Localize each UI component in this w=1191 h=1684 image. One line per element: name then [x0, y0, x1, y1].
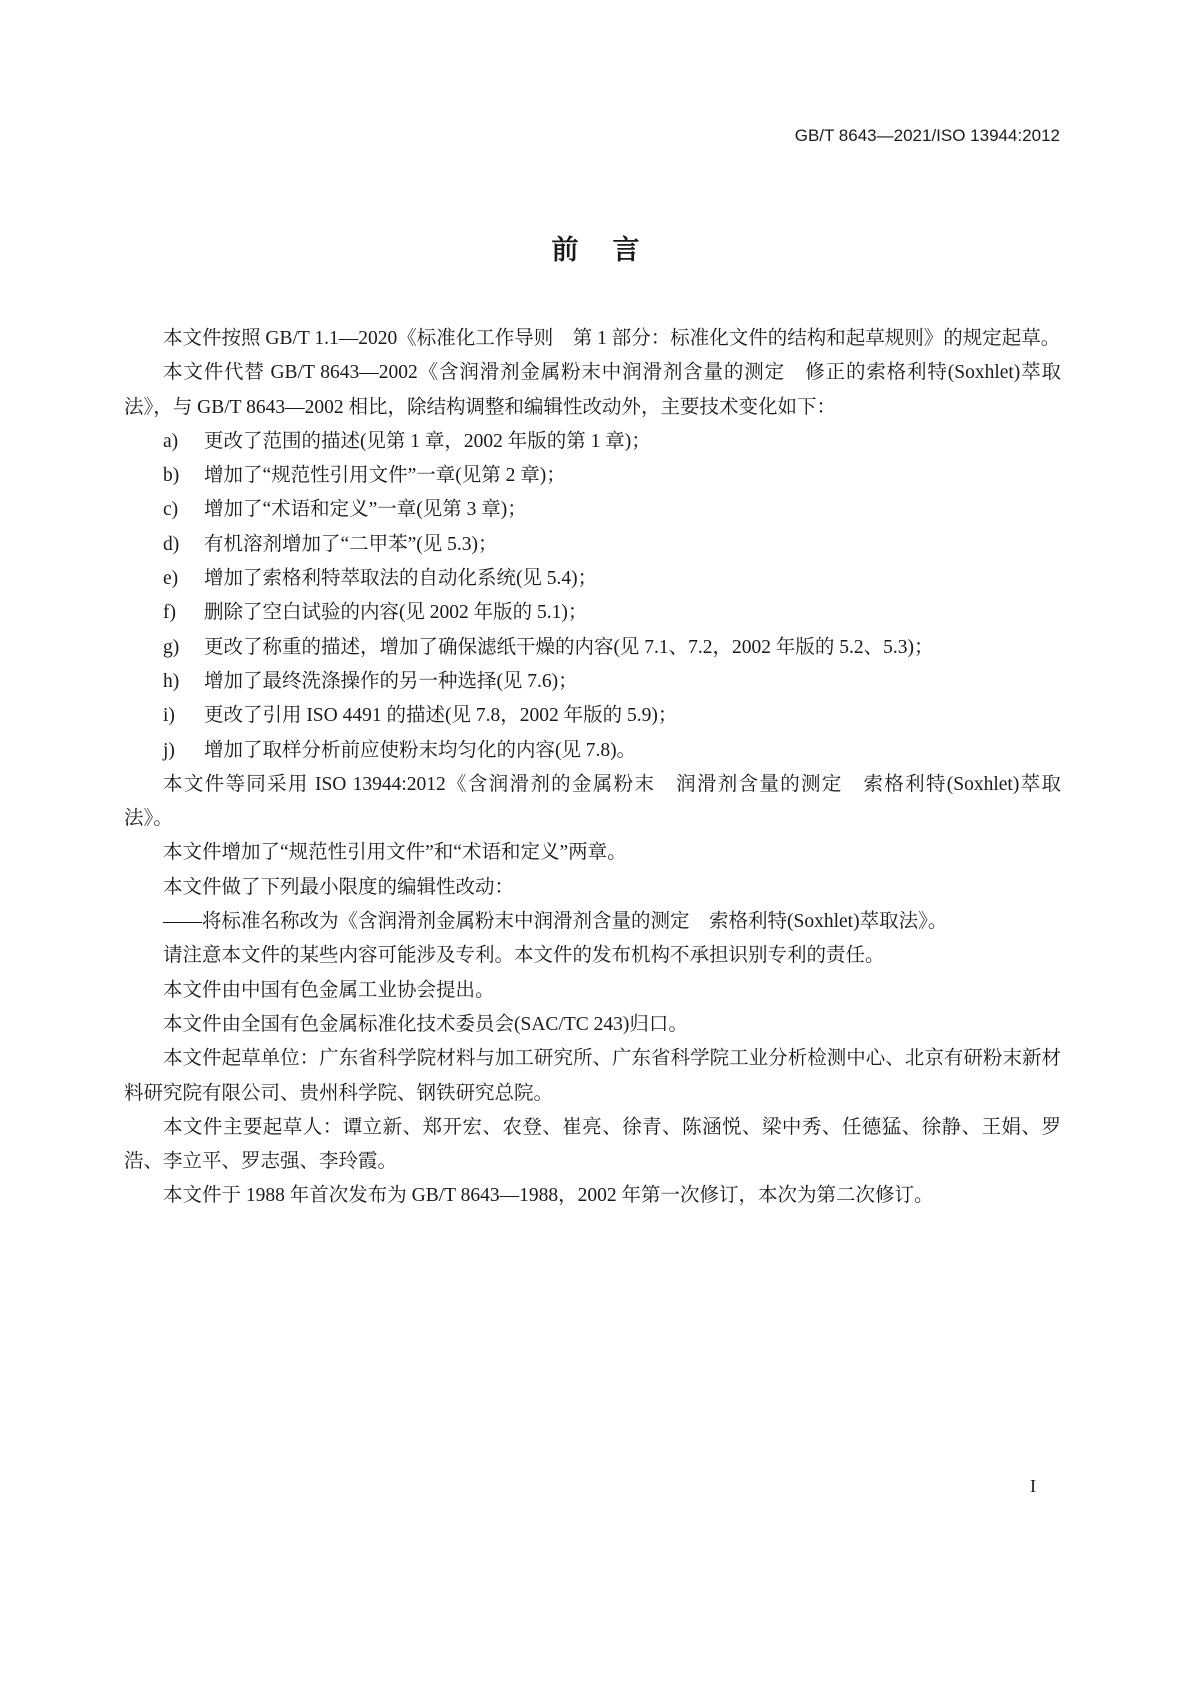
paragraph: 请注意本文件的某些内容可能涉及专利。本文件的发布机构不承担识别专利的责任。: [163, 945, 885, 967]
list-item: [124, 459, 1061, 493]
list-label: d): [163, 533, 180, 555]
list-item: [124, 528, 1061, 562]
list-item: [124, 562, 1061, 596]
list-label: a): [163, 430, 179, 452]
list-label: c): [163, 499, 179, 521]
page-number: I: [1030, 1476, 1036, 1496]
list-text: 更改了引用 ISO 4491 的描述(见 7.8，2002 年版的 5.9)；: [203, 705, 678, 727]
list-item: [124, 665, 1061, 699]
list-label: i): [163, 705, 175, 727]
list-label: f): [163, 602, 176, 624]
paragraph: 本文件增加了“规范性引用文件”和“术语和定义”两章。: [163, 842, 627, 864]
list-label: e): [163, 568, 179, 590]
paragraph: ——将标准名称改为《含润滑剂金属粉末中润滑剂含量的测定 索格利特(Soxhlet)萃取法》。: [163, 911, 948, 933]
standard-code-header: GB/T 8643—2021/ISO 13944:2012: [794, 126, 1060, 145]
list-text: 删除了空白试验的内容(见 2002 年版的 5.1)；: [203, 602, 588, 624]
paragraph: 本文件由中国有色金属工业协会提出。: [163, 979, 495, 1001]
list-item: [124, 425, 1061, 459]
list-text: 增加了索格利特萃取法的自动化系统(见 5.4)；: [203, 568, 598, 590]
paragraph: 本文件由全国有色金属标准化技术委员会(SAC/TC 243)归口。: [163, 1013, 688, 1035]
list-label: j): [163, 739, 175, 761]
list-label: g): [163, 636, 180, 658]
list-label: h): [163, 670, 180, 692]
page-title: 前言: [551, 235, 674, 265]
list-item: [124, 631, 1061, 665]
list-text: 增加了最终洗涤操作的另一种选择(见 7.6)；: [203, 670, 578, 692]
paragraph: 本文件等同采用 ISO 13944:2012《含润滑剂的金属粉末 润滑剂含量的测定 索格利特(Soxhlet)萃取法》。: [124, 773, 1061, 830]
paragraph: 本文件主要起草人：谭立新、郑开宏、农登、崔亮、徐青、陈涵悦、梁中秀、任德猛、徐静、王娟、罗浩、李立平、罗志强、李玲霞。: [124, 1116, 1061, 1173]
list-item: [124, 493, 1061, 527]
paragraph: 本文件起草单位：广东省科学院材料与加工研究所、广东省科学院工业分析检测中心、北京有研粉末新材料研究院有限公司、贵州科学院、钢铁研究总院。: [124, 1048, 1061, 1104]
paragraph: 本文件按照 GB/T 1.1—2020《标准化工作导则 第 1 部分：标准化文件的结构和起草规则》的规定起草。: [163, 328, 1061, 349]
list-text: 增加了取样分析前应使粉末均匀化的内容(见 7.8)。: [203, 739, 637, 761]
paragraph: 本文件代替 GB/T 8643—2002《含润滑剂金属粉末中润滑剂含量的测定 修正的索格利特(Soxhlet)萃取法》，与 GB/T 8643—2002 相比，除结构调整和编辑性改动外，主要技术变化如下：: [124, 362, 1061, 418]
list-text: 增加了“规范性引用文件”一章(见第 2 章)；: [203, 465, 566, 487]
foreword-body: [124, 322, 1061, 1214]
paragraph: 本文件做了下列最小限度的编辑性改动：: [163, 876, 515, 898]
list-item: [124, 699, 1061, 733]
paragraph: 本文件于 1988 年首次发布为 GB/T 8643—1988，2002 年第一次修订，本次为第二次修订。: [163, 1185, 934, 1207]
list-item: [124, 596, 1061, 630]
list-item: [124, 734, 1061, 768]
list-text: 有机溶剂增加了“二甲苯”(见 5.3)；: [203, 533, 498, 555]
list-text: 更改了范围的描述(见第 1 章，2002 年版的第 1 章)；: [203, 430, 651, 452]
list-text: 增加了“术语和定义”一章(见第 3 章)；: [203, 499, 527, 521]
list-text: 更改了称重的描述，增加了确保滤纸干燥的内容(见 7.1、7.2，2002 年版的 5.2、5.3)；: [203, 636, 934, 658]
list-label: b): [163, 465, 180, 487]
